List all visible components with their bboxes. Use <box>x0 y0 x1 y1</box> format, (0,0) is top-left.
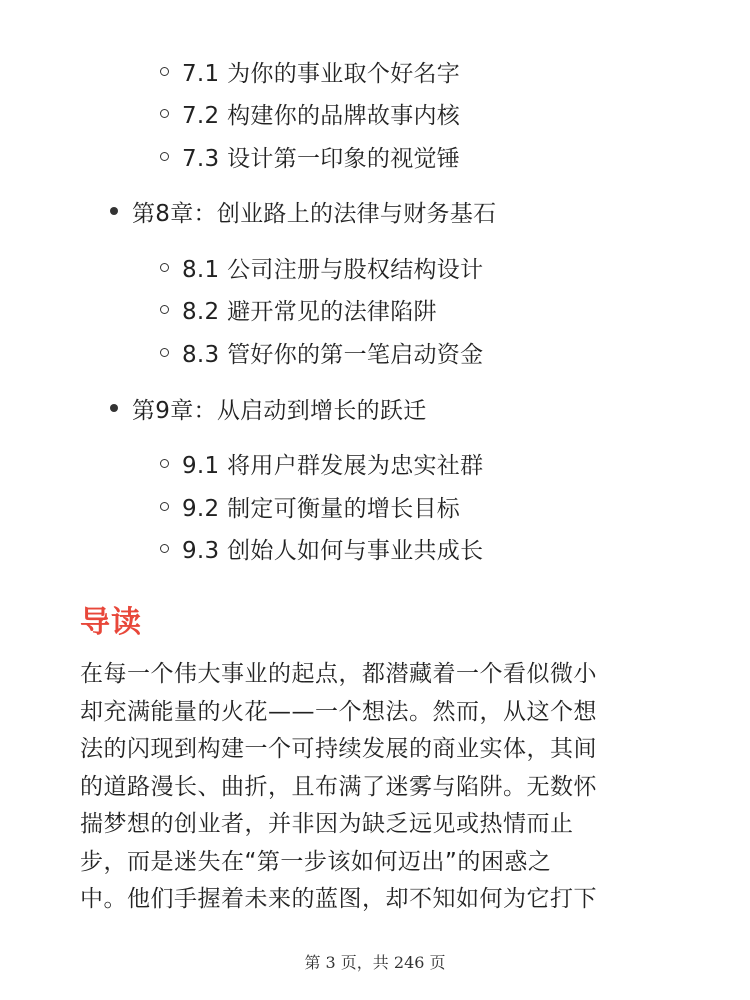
toc-subitem-label: 7.1 为你的事业取个好名字 <box>182 60 461 87</box>
paragraph-line: 揣梦想的创业者，并非因为缺乏远见或热情而止 <box>80 811 574 837</box>
toc-subitem[interactable] <box>160 54 460 88</box>
toc-subitem-label: 8.3 管好你的第一笔启动资金 <box>182 341 484 368</box>
toc-subitem[interactable] <box>160 446 483 480</box>
paragraph-line: 在每一个伟大事业的起点，都潜藏着一个看似微小 <box>80 661 597 687</box>
paragraph-line: 步，而是迷失在“第一步该如何迈出”的困惑之 <box>80 848 552 875</box>
paragraph-line: 中。他们手握着未来的蓝图，却不知如何为它打下 <box>80 886 597 912</box>
toc-subitem-label: 7.2 构建你的品牌故事内核 <box>182 102 461 129</box>
toc-subitem[interactable] <box>160 489 460 523</box>
toc-subitem[interactable] <box>160 96 460 130</box>
toc-chapter-8[interactable] <box>110 193 496 229</box>
toc-subitem-label: 7.3 设计第一印象的视觉锤 <box>182 145 461 172</box>
paragraph-line: 法的闪现到构建一个可持续发展的商业实体，其间 <box>80 736 597 762</box>
toc-subitem[interactable] <box>160 335 483 369</box>
toc-chapter-9[interactable] <box>110 390 427 426</box>
intro-paragraph <box>80 656 670 919</box>
toc-subitem[interactable] <box>160 139 460 173</box>
hollow-bullet-icon <box>160 348 169 357</box>
toc-subitem[interactable] <box>160 250 483 284</box>
hollow-bullet-icon <box>160 544 169 553</box>
hollow-bullet-icon <box>160 109 169 118</box>
hollow-bullet-icon <box>160 459 169 468</box>
hollow-bullet-icon <box>160 152 169 161</box>
hollow-bullet-icon <box>160 67 169 76</box>
bullet-icon <box>110 207 118 215</box>
hollow-bullet-icon <box>160 502 169 511</box>
page-footer: 第 3 页，共 246 页 <box>304 953 446 972</box>
bullet-icon <box>110 404 118 412</box>
hollow-bullet-icon <box>160 263 169 272</box>
toc-subitem-label: 9.1 将用户群发展为忠实社群 <box>182 452 484 479</box>
paragraph-line: 的道路漫长、曲折，且布满了迷雾与陷阱。无数怀 <box>80 773 597 800</box>
toc-subitem-label: 9.2 制定可衡量的增长目标 <box>182 495 461 522</box>
toc-chapter-label: 第8章：创业路上的法律与财务基石 <box>132 200 497 227</box>
paragraph-line: 却充满能量的火花——一个想法。然而，从这个想 <box>80 698 597 725</box>
toc-chapter-label: 第9章：从启动到增长的跃迁 <box>132 397 427 424</box>
toc-subitem-label: 8.2 避开常见的法律陷阱 <box>182 298 437 325</box>
hollow-bullet-icon <box>160 305 169 314</box>
section-heading-intro: 导读 <box>80 605 142 640</box>
toc-subitem[interactable] <box>160 292 437 326</box>
toc-subitem-label: 8.1 公司注册与股权结构设计 <box>182 256 484 283</box>
toc-subitem[interactable] <box>160 531 483 565</box>
toc-subitem-label: 9.3 创始人如何与事业共成长 <box>182 537 484 564</box>
